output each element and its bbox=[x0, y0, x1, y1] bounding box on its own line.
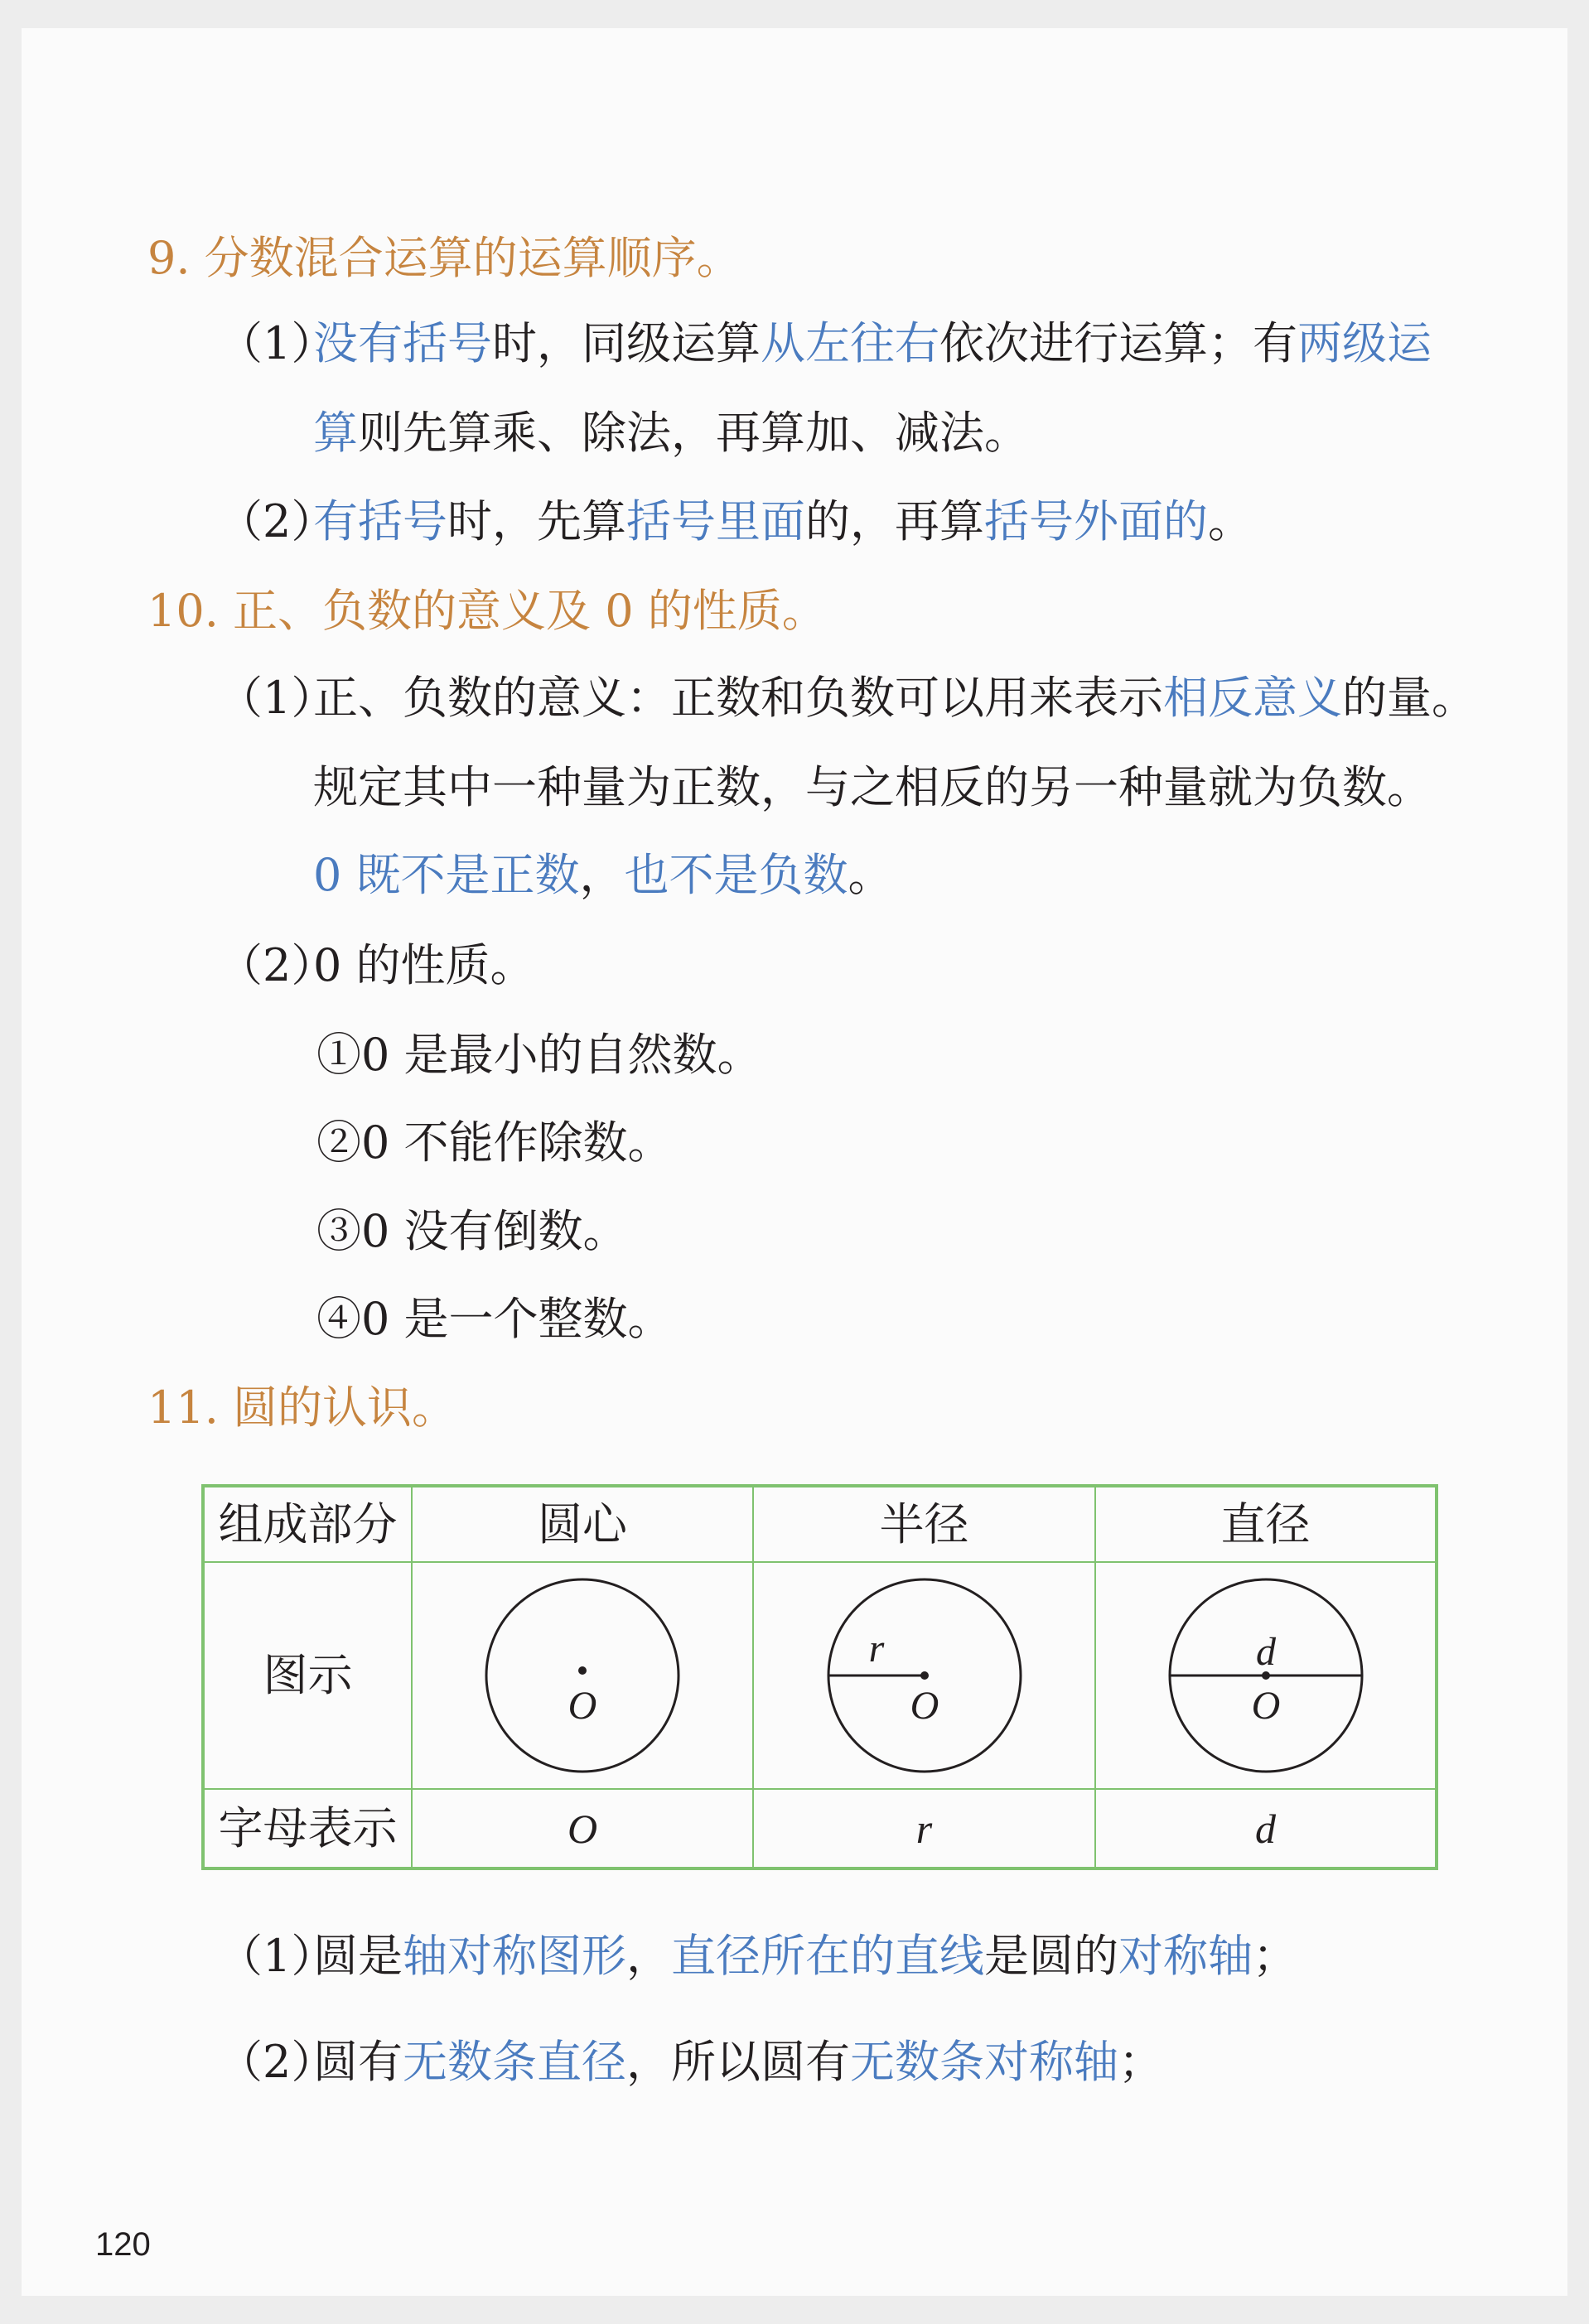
circle-parts-table bbox=[201, 1484, 1438, 1870]
text-line bbox=[313, 407, 1029, 459]
highlight-text: 无数条对称轴 bbox=[850, 2036, 1118, 2088]
text-line bbox=[218, 939, 535, 991]
center-diagram bbox=[413, 1565, 751, 1786]
table-diagram-cell bbox=[1095, 1562, 1437, 1789]
body-text: ； bbox=[1253, 1930, 1297, 1982]
body-text: 时，同级运算 bbox=[492, 317, 761, 369]
body-text: 的量。 bbox=[1342, 672, 1476, 724]
table-header-row bbox=[203, 1486, 1437, 1562]
highlight-text: 轴对称图形 bbox=[403, 1930, 626, 1982]
radius-label: r bbox=[868, 1627, 884, 1671]
body-text: 0 的性质。 bbox=[313, 939, 535, 991]
page-number: 120 bbox=[95, 2226, 151, 2263]
property-item: ①0 是最小的自然数。 bbox=[316, 1029, 762, 1081]
item-prefix: （2） bbox=[218, 495, 336, 547]
text-line: 规定其中一种量为正数，与之相反的另一种量就为负数。 bbox=[313, 761, 1432, 813]
diameter-diagram bbox=[1097, 1565, 1435, 1786]
property-item: ②0 不能作除数。 bbox=[316, 1116, 673, 1169]
item-prefix: （2） bbox=[218, 2036, 336, 2088]
highlight-text: 也不是负数 bbox=[624, 849, 848, 901]
highlight-text: 无数条直径 bbox=[403, 2036, 626, 2088]
body-text: ， bbox=[579, 849, 625, 901]
diameter-label: d bbox=[1255, 1630, 1276, 1674]
diameter-letter: d bbox=[1255, 1806, 1276, 1852]
body-text: 依次进行运算；有 bbox=[939, 317, 1297, 369]
circle-outline bbox=[486, 1579, 679, 1772]
item-prefix: （1） bbox=[218, 317, 336, 369]
body-text: 是圆的 bbox=[984, 1930, 1118, 1982]
table-letter-cell bbox=[753, 1789, 1095, 1868]
text-line bbox=[218, 2036, 1163, 2088]
table-letter-cell bbox=[1095, 1789, 1437, 1868]
table-header-cell: 直径 bbox=[1095, 1486, 1437, 1562]
highlight-text: 0 既不是正数 bbox=[313, 849, 580, 901]
center-point bbox=[920, 1671, 929, 1680]
center-letter: O bbox=[567, 1806, 598, 1852]
body-text: 。 bbox=[1208, 495, 1253, 547]
highlight-text: 括号外面的 bbox=[984, 495, 1208, 547]
center-point bbox=[578, 1666, 587, 1675]
property-item: ④0 是一个整数。 bbox=[316, 1293, 673, 1345]
body-text: ，所以圆有 bbox=[626, 2036, 850, 2088]
text-line bbox=[218, 495, 1253, 547]
body-text: 。 bbox=[848, 849, 893, 901]
body-text: 圆有 bbox=[313, 2036, 403, 2088]
highlight-text: 括号里面 bbox=[626, 495, 805, 547]
item-prefix: （2） bbox=[218, 939, 336, 991]
table-diagram-row bbox=[203, 1562, 1437, 1789]
item-prefix: （1） bbox=[218, 1930, 336, 1982]
highlight-text: 没有括号 bbox=[313, 317, 492, 369]
body-text: 正、负数的意义：正数和负数可以用来表示 bbox=[313, 672, 1163, 724]
table-header-cell: 半径 bbox=[753, 1486, 1095, 1562]
radius-letter: r bbox=[915, 1806, 933, 1852]
table-header-cell: 圆心 bbox=[412, 1486, 753, 1562]
body-text: 圆是 bbox=[313, 1930, 403, 1982]
center-label: O bbox=[1251, 1684, 1280, 1728]
radius-diagram bbox=[756, 1565, 1094, 1786]
table-row-label: 字母表示 bbox=[203, 1789, 412, 1868]
center-label: O bbox=[568, 1684, 597, 1728]
highlight-text: 有括号 bbox=[313, 495, 447, 547]
body-text: ； bbox=[1118, 2036, 1163, 2088]
highlight-text: 直径所在的直线 bbox=[671, 1930, 984, 1982]
table-row-label: 图示 bbox=[203, 1562, 412, 1789]
body-text: ， bbox=[626, 1930, 671, 1982]
table-letter-row bbox=[203, 1789, 1437, 1868]
table-diagram-cell bbox=[412, 1562, 753, 1789]
section-heading-10: 10. 正、负数的意义及 0 的性质。 bbox=[147, 585, 827, 637]
body-text: 的，再算 bbox=[805, 495, 984, 547]
section-heading-9: 9. 分数混合运算的运算顺序。 bbox=[147, 232, 741, 284]
property-item: ③0 没有倒数。 bbox=[316, 1205, 628, 1257]
highlight-text: 从左往右 bbox=[761, 317, 939, 369]
table-header-cell: 组成部分 bbox=[203, 1486, 412, 1562]
table-diagram-cell bbox=[753, 1562, 1095, 1789]
body-text: 则先算乘、除法，再算加、减法。 bbox=[358, 407, 1029, 459]
highlight-text: 对称轴 bbox=[1118, 1930, 1253, 1982]
section-heading-11: 11. 圆的认识。 bbox=[147, 1381, 457, 1434]
highlight-text: 相反意义 bbox=[1163, 672, 1342, 724]
text-line bbox=[218, 317, 1432, 369]
highlight-text: 算 bbox=[313, 407, 358, 459]
item-prefix: （1） bbox=[218, 672, 336, 724]
center-label: O bbox=[910, 1684, 939, 1728]
table-letter-cell bbox=[412, 1789, 753, 1868]
text-line bbox=[218, 672, 1476, 724]
text-line bbox=[313, 849, 893, 901]
text-line bbox=[218, 1930, 1297, 1982]
body-text: 时，先算 bbox=[447, 495, 626, 547]
highlight-text: 两级运 bbox=[1297, 317, 1432, 369]
